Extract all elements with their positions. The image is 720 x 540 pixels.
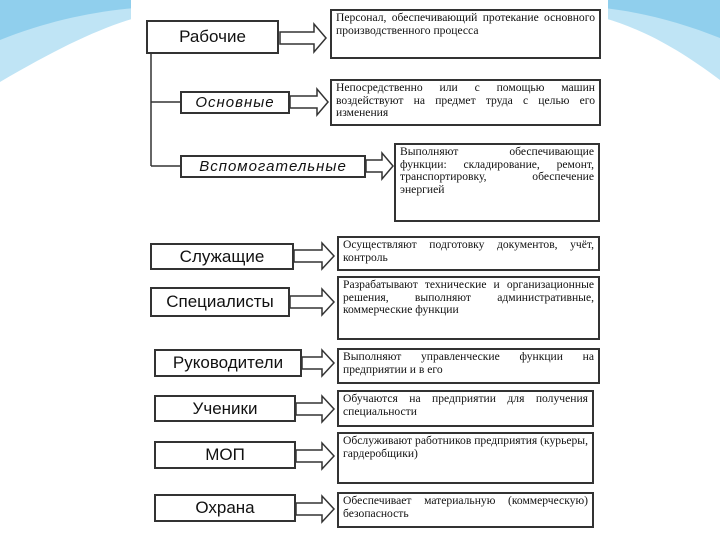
category-auxiliary-label: Вспомогательные — [199, 158, 347, 175]
category-security — [154, 494, 296, 522]
arrow-auxiliary — [366, 153, 393, 179]
category-employees-label: Служащие — [179, 246, 265, 266]
category-managers — [154, 349, 302, 377]
category-trainees-label: Ученики — [192, 398, 258, 418]
arrow-employees — [294, 243, 334, 269]
description-workers — [330, 9, 601, 59]
arrow-workers — [280, 24, 326, 52]
description-trainees-text: Обучаются на предприятии для получения специальности — [343, 392, 588, 418]
description-security — [337, 492, 594, 528]
category-workers — [146, 20, 279, 54]
category-trainees — [154, 395, 296, 422]
description-main — [330, 79, 601, 126]
category-security-label: Охрана — [195, 498, 255, 517]
description-specialists — [337, 276, 600, 340]
category-managers-label: Руководители — [172, 353, 284, 372]
description-auxiliary — [394, 143, 600, 222]
description-mop-text: Обслуживают работников предприятия (курьеры, гардеробщики) — [343, 434, 588, 460]
arrow-security — [296, 496, 334, 522]
description-auxiliary-text: Выполняют обеспечивающие функции: складирование, ремонт, транспортировку, обеспечение энергией — [400, 145, 594, 196]
arrow-main — [290, 89, 328, 115]
description-trainees — [337, 390, 594, 427]
category-mop-label: МОП — [205, 445, 245, 464]
arrow-specialists — [290, 289, 334, 315]
description-employees-text: Осуществляют подготовку документов, учёт, контроль — [343, 238, 594, 264]
description-mop — [337, 432, 594, 484]
description-managers — [337, 348, 600, 384]
category-specialists — [150, 287, 290, 317]
category-main — [180, 91, 290, 114]
arrow-managers — [302, 350, 334, 376]
description-security-text: Обеспечивает материальную (коммерческую) безопасность — [343, 494, 588, 520]
category-employees — [150, 243, 294, 270]
arrow-trainees — [296, 396, 334, 422]
category-main-label: Основные — [195, 94, 275, 111]
description-workers-text: Персонал, обеспечивающий протекание основного производственного процесса — [336, 11, 595, 37]
description-main-text: Непосредственно или с помощью машин воздействуют на предмет труда с целью его изменения — [336, 81, 595, 120]
category-specialists-label: Специалисты — [166, 292, 274, 311]
category-workers-label: Рабочие — [179, 27, 246, 46]
description-managers-text: Выполняют управленческие функции на предприятии и в его — [343, 350, 594, 376]
description-employees — [337, 236, 600, 271]
arrow-mop — [296, 443, 334, 469]
category-mop — [154, 441, 296, 469]
description-specialists-text: Разрабатывают технические и организационные решения, выполняют административные, коммерческие функции — [343, 278, 594, 317]
category-auxiliary — [180, 155, 366, 178]
